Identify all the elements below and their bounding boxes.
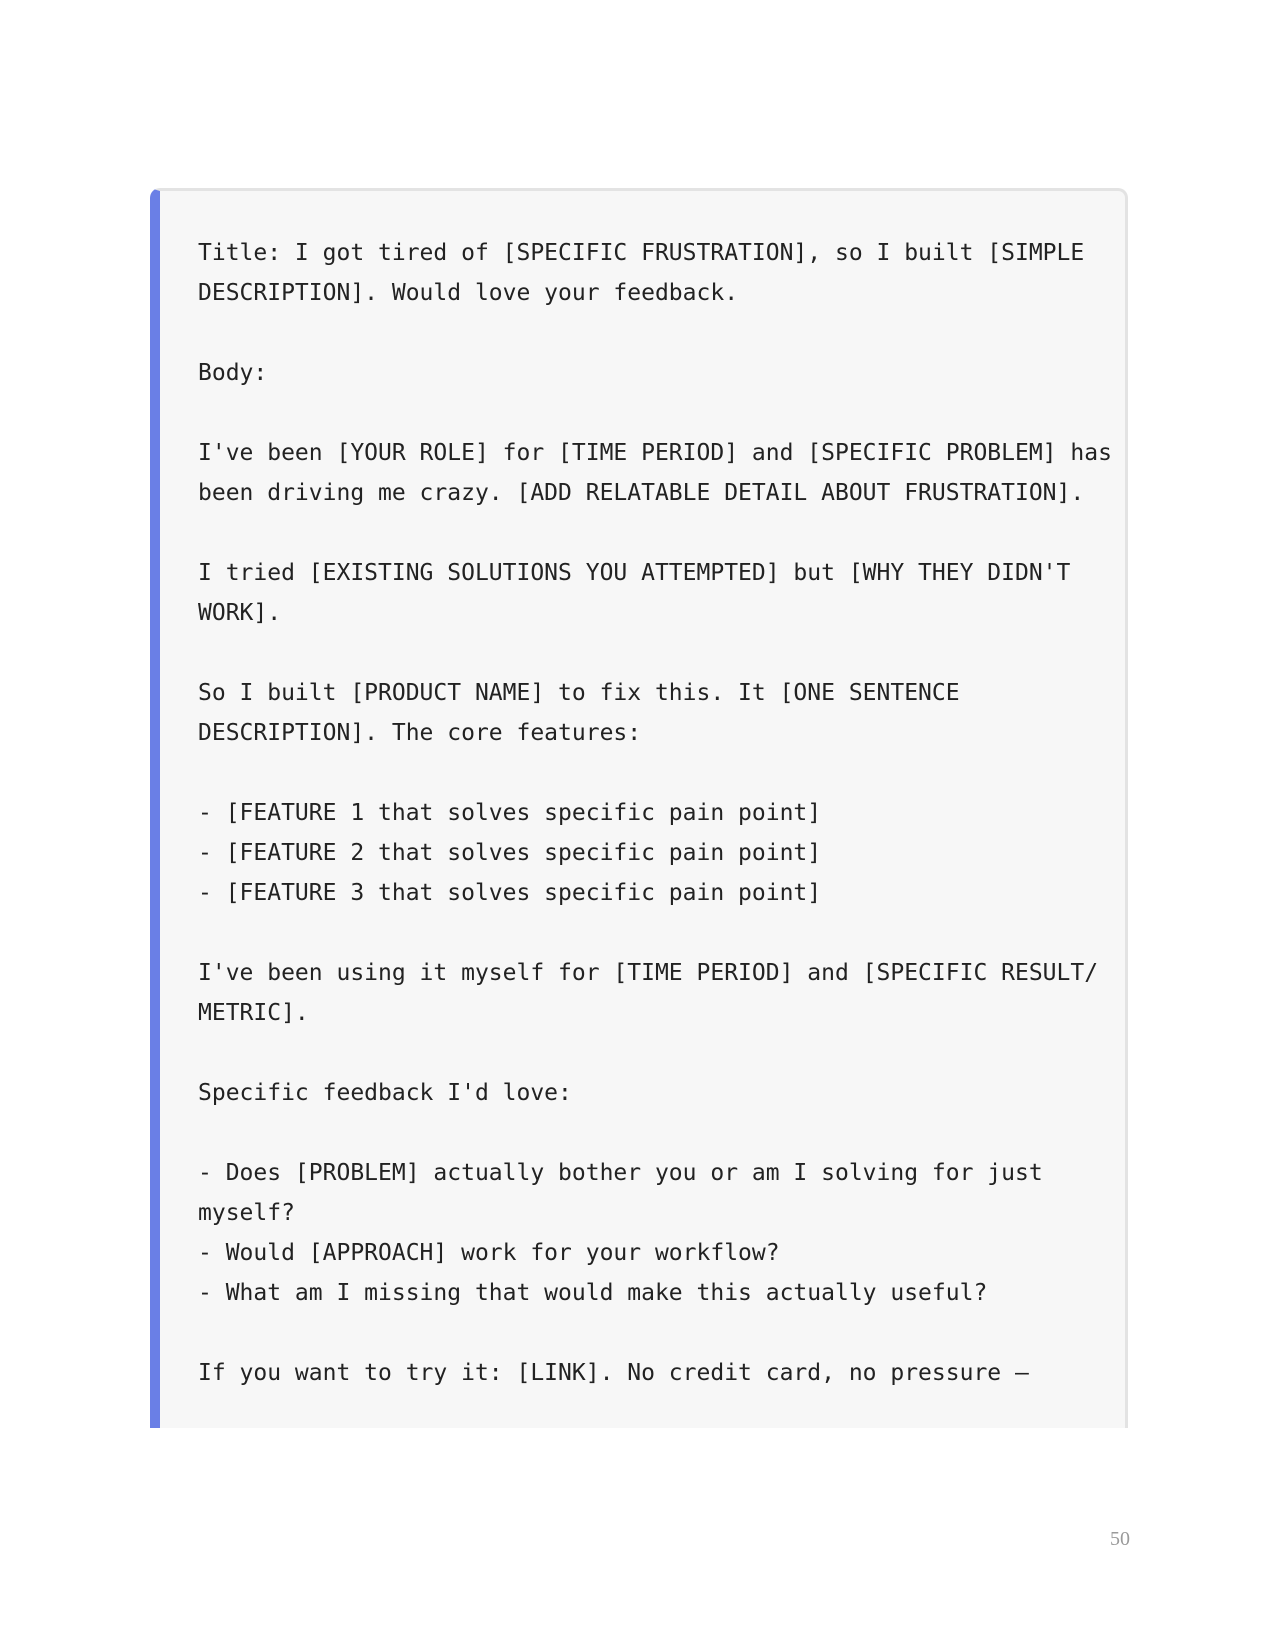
- code-line: WORK].: [198, 600, 282, 626]
- code-line: Body:: [198, 360, 268, 386]
- code-line: Title: I got tired of [SPECIFIC FRUSTRATION], so I built [SIMPLE: [198, 240, 1085, 266]
- code-line: - Does [PROBLEM] actually bother you or am I solving for just: [198, 1160, 1043, 1186]
- code-line: If you want to try it: [LINK]. No credit card, no pressure —: [198, 1360, 1029, 1386]
- code-line: [198, 753, 1112, 793]
- code-line: Specific feedback I'd love:: [198, 1080, 572, 1106]
- code-line: I've been [YOUR ROLE] for [TIME PERIOD] and [SPECIFIC PROBLEM] has: [198, 440, 1112, 466]
- code-line: - [FEATURE 2 that solves specific pain point]: [198, 840, 822, 866]
- code-line: - What am I missing that would make this actually useful?: [198, 1280, 988, 1306]
- code-line: METRIC].: [198, 1000, 309, 1026]
- code-block: [150, 188, 1128, 1428]
- code-line: [198, 513, 1112, 553]
- code-line: [198, 1033, 1112, 1073]
- code-line: I've been using it myself for [TIME PERIOD] and [SPECIFIC RESULT/: [198, 960, 1099, 986]
- code-line: - Would [APPROACH] work for your workflow?: [198, 1240, 780, 1266]
- code-line: - [FEATURE 3 that solves specific pain point]: [198, 880, 822, 906]
- page-number: 50: [1110, 1528, 1130, 1550]
- code-line: [198, 1313, 1112, 1353]
- code-lines: [198, 233, 1112, 1393]
- code-line: [198, 313, 1112, 353]
- code-line: [198, 393, 1112, 433]
- code-line: [198, 1113, 1112, 1153]
- code-line: myself?: [198, 1200, 295, 1226]
- code-line: DESCRIPTION]. Would love your feedback.: [198, 280, 739, 306]
- code-line: - [FEATURE 1 that solves specific pain point]: [198, 800, 822, 826]
- code-line: [198, 633, 1112, 673]
- code-line: DESCRIPTION]. The core features:: [198, 720, 642, 746]
- code-line: been driving me crazy. [ADD RELATABLE DETAIL ABOUT FRUSTRATION].: [198, 480, 1085, 506]
- code-line: I tried [EXISTING SOLUTIONS YOU ATTEMPTED] but [WHY THEY DIDN'T: [198, 560, 1071, 586]
- code-line: So I built [PRODUCT NAME] to fix this. It [ONE SENTENCE: [198, 680, 960, 706]
- code-line: [198, 913, 1112, 953]
